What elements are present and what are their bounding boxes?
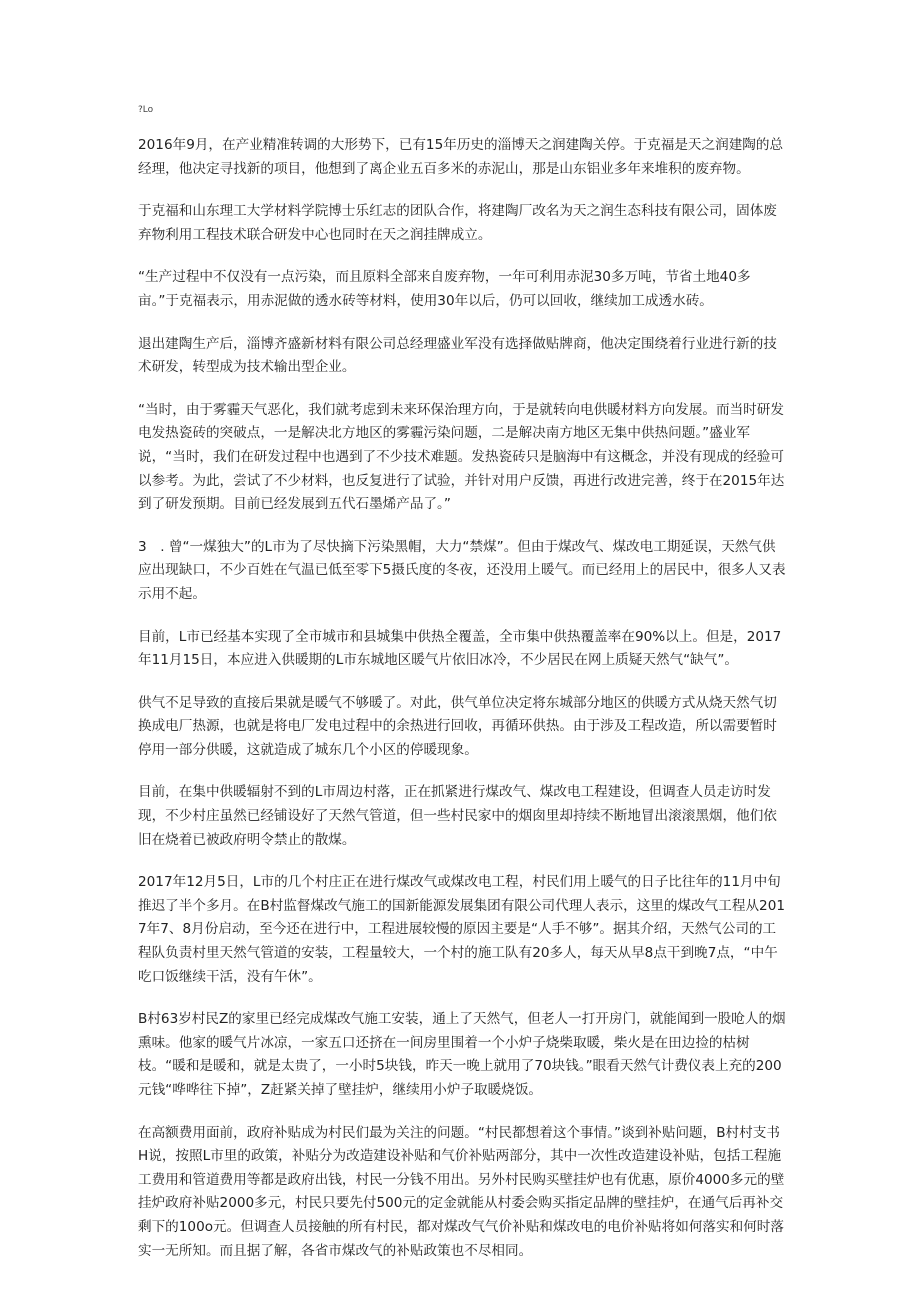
paragraph: 目前，在集中供暖辐射不到的L市周边村落，正在抓紧进行煤改气、煤改电工程建设，但调查人员走访时发现，不少村庄虽然已经铺设好了天然气管道，但一些村民家中的烟囱里却持续不断地冒出滚滚黑烟，他们依旧在烧着已被政府明令禁止的散煤。 xyxy=(138,784,777,848)
paragraph: 2017年12月5日，L市的几个村庄正在进行煤改气或煤改电工程，村民们用上暖气的日子比往年的11月中旬推迟了半个多月。在B村监督煤改气施工的国新能源发展集团有限公司代理人表示，这里的煤改气工程从2017年7、8月份启动，至今还在进行中，工程进展较慢的原因主要是“人手不够”。据其介绍，天然气公司的工程队负责村里天然气管道的安装，工程量较大，一个村的施工队有20多人，每天从早8点干到晚7点，“中午吃口饭继续干活，没有午休”。 xyxy=(138,874,785,985)
paragraph: 供气不足导致的直接后果就是暖气不够暖了。对此，供气单位决定将东城部分地区的供暖方式从烧天然气切换成电厂热源，也就是将电厂发电过程中的余热进行回收，再循环供热。由于涉及工程改造，所以需要暂时停用一部分供暖，这就造成了城东几个小区的停暖现象。 xyxy=(138,694,777,758)
paragraph: 在高额费用面前，政府补贴成为村民们最为关注的问题。“村民都想着这个事情。”谈到补贴问题，B村村支书H说，按照L市里的政策，补贴分为改造建设补贴和气价补贴两部分，其中一次性改造建设补贴，包括工程施工费用和管道费用等都是政府出钱，村民一分钱不用出。另外村民购买壁挂炉也有优惠，原价4000多元的壁挂炉政府补贴2000多元，村民只要先付500元的定金就能从村委会购买指定品牌的壁挂炉，在通气后再补交剩下的100o元。但调查人员接触的所有村民，都对煤改气气价补贴和煤改电的电价补贴将如何落实和何时落实一无所知。而且据了解，各省市煤改气的补贴政策也不尽相同。 xyxy=(138,1124,785,1259)
paragraph: 于克福和山东理工大学材料学院博士乐红志的团队合作，将建陶厂改名为天之润生态科技有限公司，固体废弃物利用工程技术联合研发中心也同时在天之润挂牌成立。 xyxy=(138,203,777,243)
paragraph: 退出建陶生产后，淄博齐盛新材料有限公司总经理盛业军没有选择做贴牌商，他决定围绕着行业进行新的技术研发，转型成为技术输出型企业。 xyxy=(138,335,777,376)
paragraph: 2016年9月，在产业精准转调的大形势下，已有15年历史的淄博天之润建陶关停。于克福是天之润建陶的总经理，他决定寻找新的项目，他想到了离企业五百多米的赤泥山，那是山东铝业多年来堆积的废弃物。 xyxy=(138,137,784,177)
header-mark: ?Lo xyxy=(138,105,154,115)
paragraph: “当时，由于雾霾天气恶化，我们就考虑到未来环保治理方向，于是就转向电供暖材料方向发展。而当时研发电发热瓷砖的突破点，一是解决北方地区的雾霾污染问题，二是解决南方地区无集中供热问题。”盛业军说，“当时，我们在研发过程中也遇到了不少技术难题。发热瓷砖只是脑海中有这概念，并没有现成的经验可以参考。为此，尝试了不少材料，也反复进行了试验，并针对用户反馈，再进行改进完善，终于在2015年达到了研发预期。目前已经发展到五代石墨烯产品了。” xyxy=(138,401,785,513)
article-body xyxy=(138,134,788,1282)
paragraph: 3 . 曾“一煤独大”的L市为了尽快摘下污染黑帽，大力“禁煤”。但由于煤改气、煤改电工期延误，天然气供应出现缺口，不少百姓在气温已低至零下5摄氏度的冬夜，还没用上暖气。而已经用上的居民中，很多人又表示用不起。 xyxy=(138,538,786,602)
paragraph: B村63岁村民Z的家里已经完成煤改气施工安装，通上了天然气，但老人一打开房门，就能闻到一股呛人的烟熏味。他家的暖气片冰凉，一家五口还挤在一间房里围着一个小炉子烧柴取暖，柴火是在田边捡的枯树枝。“暖和是暖和，就是太贵了，一小时5块钱，昨天一晚上就用了70块钱。”眼看天然气计费仪表上充的200元钱“哗哗往下掉”，Z赶紧关掉了壁挂炉，继续用小炉子取暖烧饭。 xyxy=(138,1011,786,1098)
paragraph: 目前，L市已经基本实现了全市城市和县城集中供热全覆盖，全市集中供热覆盖率在90%以上。但是，2017年11月15日，本应进入供暖期的L市东城地区暖气片依旧冰冷，不少居民在网上质疑天然气“缺气”。 xyxy=(138,628,782,669)
paragraph: “生产过程中不仅没有一点污染，而且原料全部来自废弃物，一年可利用赤泥30多万吨，节省土地40多亩。”于克福表示，用赤泥做的透水砖等材料，使用30年以后，仍可以回收，继续加工成透水砖。 xyxy=(138,269,751,309)
